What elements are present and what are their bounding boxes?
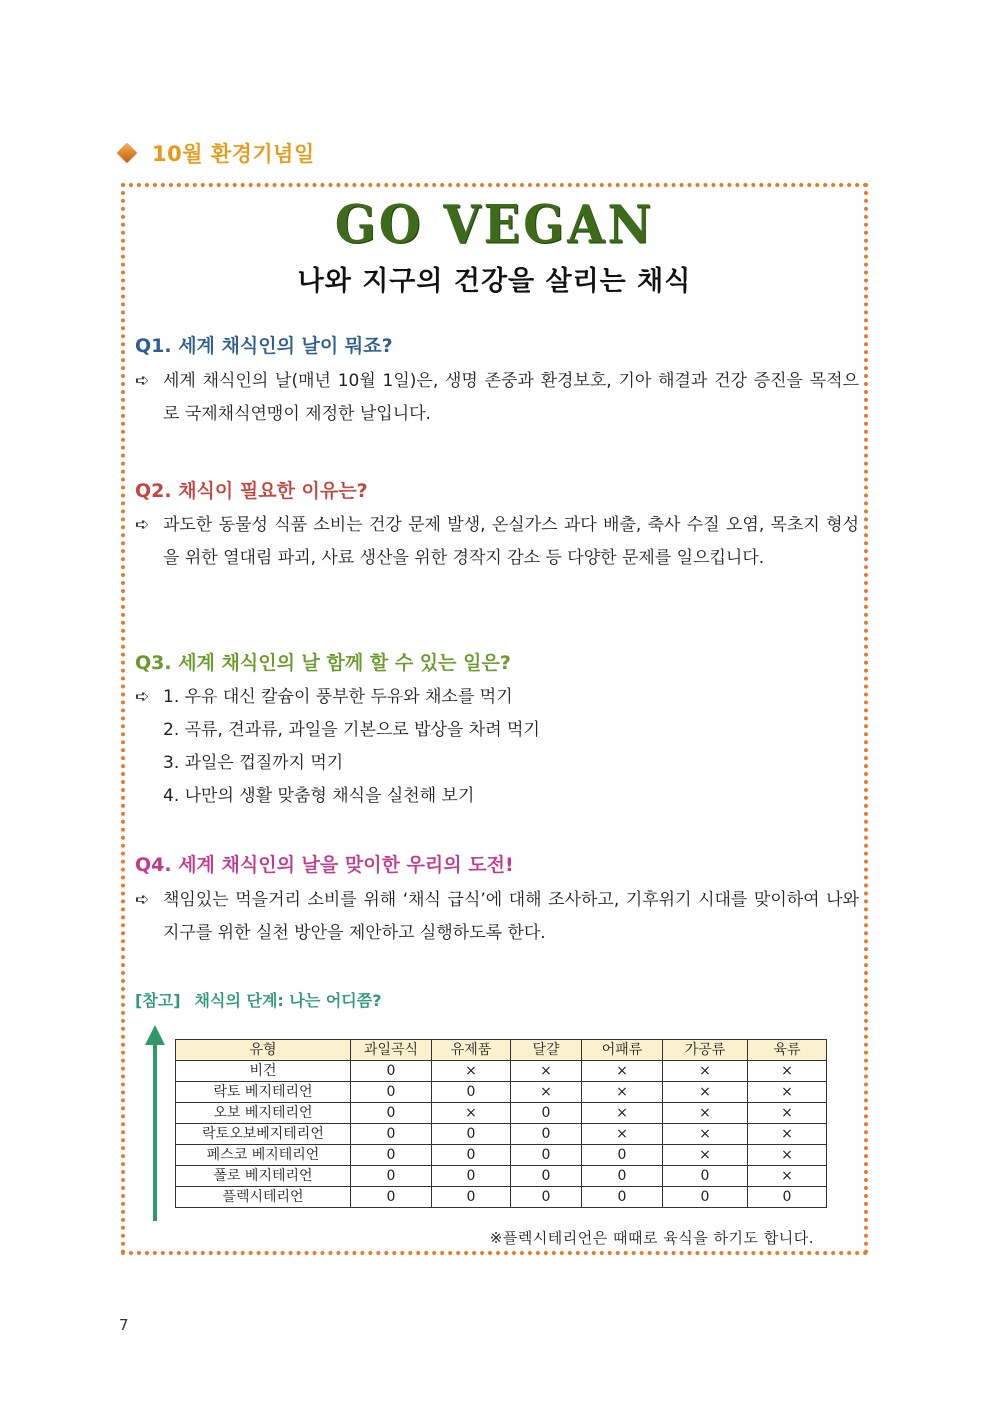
table-header-row (176, 1040, 827, 1061)
table-cell: × (511, 1082, 582, 1103)
pointing-hand-icon: ➪ (135, 890, 150, 910)
table-row (176, 1145, 827, 1166)
table-row (176, 1061, 827, 1082)
table-cell: × (582, 1061, 663, 1082)
list-item: 2. 곡류, 견과류, 과일을 기본으로 밥상을 차려 먹기 (163, 720, 540, 740)
table-cell: × (432, 1103, 511, 1124)
list-item: 1. 우유 대신 칼슘이 풍부한 두유와 채소를 먹기 (163, 687, 513, 707)
table-cell: 오보 베지테리언 (176, 1103, 351, 1124)
up-arrow-icon (145, 1025, 165, 1221)
table-cell: × (748, 1061, 827, 1082)
section-header (120, 137, 315, 169)
list-item: 3. 과일은 껍질까지 먹기 (163, 753, 344, 773)
table-cell: 0 (351, 1124, 432, 1145)
table-cell: 0 (432, 1124, 511, 1145)
table-cell: 플렉시테리언 (176, 1187, 351, 1208)
table-cell: 0 (351, 1061, 432, 1082)
table-cell: × (748, 1082, 827, 1103)
table-cell: × (663, 1103, 748, 1124)
table-row (176, 1124, 827, 1145)
table-cell: 0 (432, 1145, 511, 1166)
table-cell: 0 (351, 1103, 432, 1124)
main-title: 나와 지구의 건강을 살리는 채식 (297, 266, 692, 297)
answer-1-text: 세계 채식인의 날(매년 10월 1일)은, 생명 존중과 환경보호, 기아 해결과 건강 증진을 목적으로 국제채식연맹이 제정한 날입니다. (163, 371, 859, 424)
question-3: Q3. 세계 채식인의 날 함께 할 수 있는 일은? (135, 652, 511, 674)
table-header: 가공류 (663, 1040, 748, 1061)
table-cell: 0 (432, 1166, 511, 1187)
table-cell: 0 (663, 1166, 748, 1187)
table-cell: 0 (432, 1187, 511, 1208)
table-cell: × (748, 1124, 827, 1145)
table-cell: 0 (351, 1082, 432, 1103)
question-4: Q4. 세계 채식인의 날을 맞이한 우리의 도전! (135, 854, 514, 876)
table-cell: 0 (582, 1187, 663, 1208)
answer-2 (135, 509, 859, 575)
reference-heading (135, 988, 382, 1011)
table-cell: × (582, 1082, 663, 1103)
table-cell: 0 (351, 1166, 432, 1187)
table-cell: 0 (582, 1145, 663, 1166)
vegetarian-stages-table (175, 1039, 827, 1208)
answer-4 (135, 884, 859, 950)
table-cell: × (663, 1124, 748, 1145)
table-cell: × (748, 1145, 827, 1166)
table-cell: 0 (511, 1187, 582, 1208)
go-vegan-logo: GO VEGAN (334, 194, 655, 256)
table-header: 달걀 (511, 1040, 582, 1061)
table-header: 육류 (748, 1040, 827, 1061)
pointing-hand-icon: ➪ (135, 687, 150, 707)
table-header: 유형 (176, 1040, 351, 1061)
table-cell: × (582, 1124, 663, 1145)
answer-4-text: 책임있는 먹을거리 소비를 위해 ‘채식 급식’에 대해 조사하고, 기후위기 시대를 맞이하여 나와 지구를 위한 실천 방안을 제안하고 실행하도록 한다. (163, 890, 859, 943)
table-cell: 0 (511, 1166, 582, 1187)
table-cell: × (582, 1103, 663, 1124)
table-header: 어패류 (582, 1040, 663, 1061)
reference-title: 채식의 단계: 나는 어디쯤? (194, 991, 382, 1010)
table-cell: × (748, 1166, 827, 1187)
answer-3-list (163, 681, 859, 813)
answer-1 (135, 365, 859, 431)
table-cell: 0 (511, 1145, 582, 1166)
table-cell: 0 (351, 1187, 432, 1208)
table-cell: 락토 베지테리언 (176, 1082, 351, 1103)
table-cell: × (432, 1061, 511, 1082)
content-box (121, 183, 868, 1255)
table-cell: 페스코 베지테리언 (176, 1145, 351, 1166)
table-cell: × (663, 1061, 748, 1082)
table-cell: × (663, 1082, 748, 1103)
table-header: 과일곡식 (351, 1040, 432, 1061)
table-row (176, 1103, 827, 1124)
table-cell: 0 (511, 1124, 582, 1145)
table-cell: 락토오보베지테리언 (176, 1124, 351, 1145)
table-row (176, 1166, 827, 1187)
question-2: Q2. 채식이 필요한 이유는? (135, 480, 368, 502)
page-number: 7 (119, 1316, 129, 1334)
table-cell: × (663, 1145, 748, 1166)
pointing-hand-icon: ➪ (135, 515, 150, 535)
table-cell: 0 (582, 1166, 663, 1187)
table-row (176, 1187, 827, 1208)
pointing-hand-icon: ➪ (135, 371, 150, 391)
section-title: 10월 환경기념일 (152, 142, 315, 166)
table-cell: × (748, 1103, 827, 1124)
answer-2-text: 과도한 동물성 식품 소비는 건강 문제 발생, 온실가스 과다 배출, 축사 수질 오염, 목초지 형성을 위한 열대림 파괴, 사료 생산을 위한 경작지 감소 등 다양한 문제를 일으킵니다. (163, 515, 859, 568)
table-cell: 비건 (176, 1061, 351, 1082)
reference-tag: [참고] (135, 991, 181, 1010)
table-row (176, 1082, 827, 1103)
question-1: Q1. 세계 채식인의 날이 뭐죠? (135, 335, 393, 357)
table-cell: 0 (351, 1145, 432, 1166)
table-cell: 0 (511, 1103, 582, 1124)
table-cell: 0 (663, 1187, 748, 1208)
table-cell: 0 (432, 1082, 511, 1103)
table-cell: 폴로 베지테리언 (176, 1166, 351, 1187)
table-footnote: ※플렉시테리언은 때때로 육식을 하기도 합니다. (489, 1229, 814, 1247)
table-cell: 0 (748, 1187, 827, 1208)
table-cell: × (511, 1061, 582, 1082)
table-header: 유제품 (432, 1040, 511, 1061)
diamond-bullet-icon (117, 143, 137, 163)
answer-3 (135, 681, 859, 813)
list-item: 4. 나만의 생활 맞춤형 채식을 실천해 보기 (163, 786, 475, 806)
